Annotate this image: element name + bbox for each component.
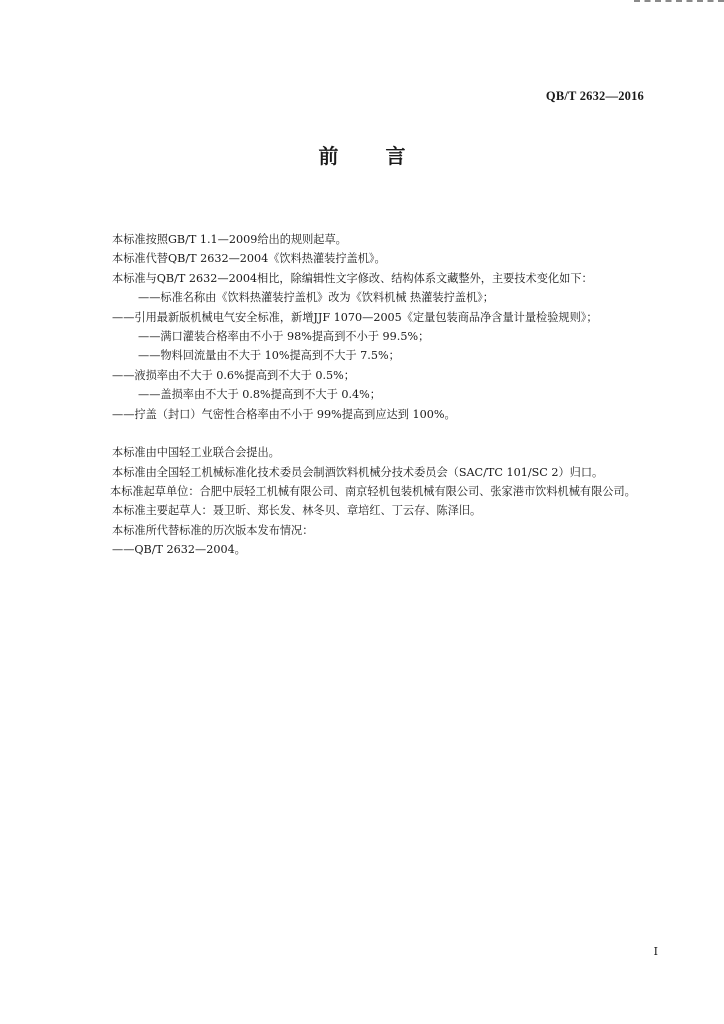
change-item: ——满口灌装合格率由不小于 98%提高到不小于 99.5%；: [138, 329, 430, 343]
change-item: ——标准名称由《饮料热灌装拧盖机》改为《饮料机械 热灌装拧盖机》；: [138, 291, 494, 305]
change-item: ——拧盖（封口）气密性合格率由不小于 99%提高到应达到 100%。: [112, 407, 456, 421]
paragraph-replaces: 本标准代替QB/T 2632—2004《饮料热灌装拧盖机》。: [112, 252, 386, 266]
paragraph-administered-by: 本标准由全国轻工机械标准化技术委员会制酒饮料机械分技术委员会（SAC/TC 101/SC 2）归口。: [112, 465, 604, 479]
paragraph-changes-intro: 本标准与QB/T 2632—2004相比，除编辑性文字修改、结构体系文藏整外，主要技术变化如下：: [112, 271, 593, 285]
paragraph-gap: [90, 424, 665, 443]
top-edge-rule: [634, 0, 724, 2]
page-title: 前 言: [318, 144, 426, 168]
paragraph-history-intro: 本标准所代替标准的历次版本发布情况：: [112, 523, 314, 537]
history-item: ——QB/T 2632—2004。: [112, 543, 246, 557]
change-item: ——物料回流量由不大于 10%提高到不大于 7.5%；: [138, 349, 400, 363]
change-item: ——液损率由不大于 0.6%提高到不大于 0.5%；: [112, 368, 355, 382]
document-body: [90, 230, 665, 560]
paragraph-drafting-units: 本标准起草单位：合肥中辰轻工机械有限公司、南京轻机包装机械有限公司、张家港市饮料机械有限公司。: [110, 485, 636, 499]
paragraph-drafters: 本标准主要起草人：聂卫昕、郑长发、林冬贝、章培红、丁云存、陈泽旧。: [112, 504, 482, 518]
paragraph-drafting-rules: 本标准按照GB/T 1.1—2009给出的规则起草。: [112, 233, 347, 246]
standard-code: QB/T 2632—2016: [545, 89, 644, 103]
page-number: I: [653, 945, 658, 958]
paragraph-proposed-by: 本标准由中国轻工业联合会提出。: [112, 446, 280, 460]
change-item: ——引用最新版机械电气安全标准，新增JJF 1070—2005《定量包装商品净含量计量检验规则》；: [112, 310, 598, 324]
change-item: ——盖损率由不大于 0.8%提高到不大于 0.4%；: [138, 388, 381, 402]
